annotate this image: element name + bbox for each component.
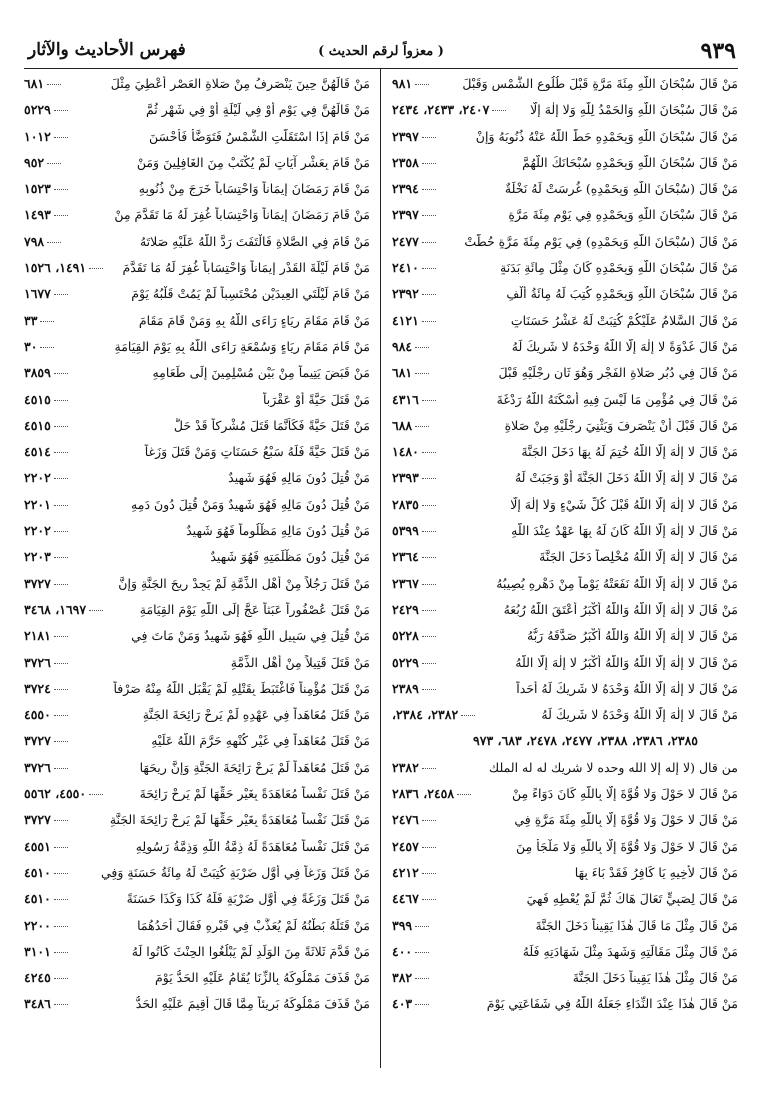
index-entry <box>24 497 370 523</box>
entry-text: مَنْ قَالَ لا حَوْلَ وَلا قُوَّةَ إِلَّا بِاللَّهِ كَانَ دَوَاءً مِنْ <box>512 786 738 802</box>
hadith-number: ٤٥١٤ <box>24 444 51 460</box>
leader-dots <box>54 689 68 690</box>
entry-text: مَنْ قَالَ لا إِلٰهَ إِلَّا اللَّهُ وَاللَّهُ أَكْبَرُ صَدَّقَهُ رَبُّهُ <box>527 628 738 644</box>
entry-text: مَنْ قُتِلَ دُونَ مَالِهِ فَهُوَ شَهِيدٌ وَمَنْ قُتِلَ دُونَ دَمِهِ <box>131 496 370 512</box>
index-entry <box>24 760 370 786</box>
leader-dots <box>422 268 436 269</box>
leader-dots <box>54 715 68 716</box>
hadith-number: ٢٣٦٤ <box>392 549 419 565</box>
leader-dots <box>89 794 103 795</box>
hadith-number: ٢٣٨٢، ٢٣٨٤، <box>392 707 459 723</box>
entry-text: مَنْ قَالَ سُبْحَانَ اللَّهِ مِئَةَ مَرَّةٍ قَبْلَ طُلُوعِ الشَّمْسِ وَقَبْلَ <box>462 76 738 91</box>
hadith-number: ٣٧٢٦ <box>24 654 51 670</box>
entry-text: مَنْ قَتَلَ وَزَغَةً فِي أَوَّلِ ضَرْبَةٍ فَلَهُ كَذَا وَكَذَا حَسَنَةً <box>126 891 370 907</box>
leader-dots <box>47 242 61 243</box>
index-entry <box>24 576 370 602</box>
entry-text: مَنْ قَالَ مِثْلَ هٰذَا يَقِيناً دَخَلَ الجَنَّةَ <box>572 970 738 986</box>
leader-dots <box>461 715 475 716</box>
hadith-number: ١٥٢٣ <box>24 181 51 197</box>
index-entry <box>392 102 738 128</box>
hadith-number: ٩٨١ <box>392 76 413 91</box>
leader-dots <box>415 1004 429 1005</box>
hadith-number: ٢٣٥٨ <box>392 154 419 170</box>
hadith-number: ٤٢١٢ <box>392 864 419 880</box>
hadith-number: ٤٢٤٥ <box>24 970 51 986</box>
hadith-number: ٢٤٥٨، ٢٨٣٦ <box>392 786 455 802</box>
leader-dots <box>415 426 429 427</box>
leader-dots <box>415 978 429 979</box>
leader-dots <box>47 84 61 85</box>
page <box>24 34 738 1074</box>
hadith-number: ٢٣٩٤ <box>392 181 419 197</box>
index-entry <box>24 655 370 681</box>
leader-dots <box>54 215 68 216</box>
index-entry <box>392 365 738 391</box>
hadith-number: ٣٣ <box>24 312 38 328</box>
index-entry <box>392 655 738 681</box>
entry-text: مَنْ قَتَلَ حَيَّةً فَكَأَنَّمَا قَتَلَ مُشْرِكاً قَدْ حَلَّ <box>173 417 370 433</box>
index-entry <box>24 812 370 838</box>
index-entry <box>24 549 370 575</box>
header-title: فهرس الأحاديث والآثار <box>28 40 186 60</box>
index-entry <box>24 839 370 865</box>
leader-dots <box>422 294 436 295</box>
entry-text: مَنْ قَالَ لا حَوْلَ وَلا قُوَّةَ إِلَّا بِاللَّهِ مِئَةَ مَرَّةٍ فِي <box>514 812 738 828</box>
hadith-number: ٣٨٥٩ <box>24 365 51 381</box>
index-entry <box>392 497 738 523</box>
entry-text: مَنْ قَتَلَ نَفْساً مُعَاهَدَةً بِغَيْرِ حَقِّهَا لَمْ يَرِحْ رَائِحَةَ الجَنَّةِ <box>109 812 370 828</box>
index-entry <box>392 891 738 917</box>
entry-text: مَنْ قَالَ سُبْحَانَ اللَّهِ وَبِحَمْدِهِ فِي يَوْمٍ مِئَةَ مَرَّةٍ <box>508 207 738 223</box>
entry-text: مَنْ قَالَ هٰذَا عِنْدَ النِّدَاءِ جَعَلَهُ اللَّهُ فِي شَفَاعَتِي يَوْمَ <box>486 996 738 1012</box>
leader-dots <box>422 847 436 848</box>
entry-text: مَنْ قَالَ لا إِلٰهَ إِلَّا اللَّهُ كَانَ لَهُ بِهَا عَهْدٌ عِنْدَ اللَّهِ <box>511 523 738 539</box>
hadith-number: ٥٢٢٨ <box>392 628 419 644</box>
hadith-number: ٣٧٢٧ <box>24 575 51 591</box>
leader-dots <box>415 926 429 927</box>
index-entry <box>392 234 738 260</box>
entry-text: مَنْ قَتَلَ نَفْساً مُعَاهَدَةً بِغَيْرِ حَقِّهَا لَمْ يَرِحْ رَائِحَةَ <box>139 786 370 802</box>
index-entry <box>24 155 370 181</box>
leader-dots <box>54 137 68 138</box>
index-entry <box>392 996 738 1022</box>
hadith-number: ٤٥١٥ <box>24 417 51 433</box>
leader-dots <box>54 584 68 585</box>
index-entry <box>392 786 738 812</box>
entry-text: مَنْ قَالَ فِي مُؤْمِنٍ مَا لَيْسَ فِيهِ أَسْكَنَهُ اللَّهُ رَدْغَةَ <box>496 391 738 407</box>
index-entry <box>24 260 370 286</box>
leader-dots <box>422 137 436 138</box>
entry-text: مَنْ قَتَلَ حَيَّةً أَوْ عَقْرَباً <box>263 391 370 407</box>
entry-text: مَنْ قَالَ (سُبْحَانَ اللَّهِ وَبِحَمْدِهِ) فِي يَوْمٍ مِئَةَ مَرَّةٍ حُطَّتْ <box>464 233 738 249</box>
index-entry <box>392 76 738 102</box>
index-entry <box>392 418 738 444</box>
leader-dots <box>422 584 436 585</box>
leader-dots <box>422 873 436 874</box>
index-entry <box>392 155 738 181</box>
entry-text: مَنْ قَالَ سُبْحَانَ اللَّهِ وَبِحَمْدِهِ سُبْحَانَكَ اللَّهُمَّ <box>522 154 738 170</box>
entry-text: مَنْ قَتَلَ رَجُلاً مِنْ أَهْلِ الذِّمَّةِ لَمْ يَجِدْ رِيحَ الجَنَّةِ وَإِنَّ <box>118 575 370 591</box>
hadith-number: ٤٥١٥ <box>24 391 51 407</box>
index-entry <box>392 181 738 207</box>
leader-dots <box>422 163 436 164</box>
entry-text: مَنْ قَالَ (سُبْحَانَ اللَّهِ وَبِحَمْدِهِ) غُرِسَتْ لَهُ نَخْلَةٌ <box>504 181 738 197</box>
leader-dots <box>54 1004 68 1005</box>
entry-text: مَنْ قَالَ سُبْحَانَ اللَّهِ وَبِحَمْدِهِ كَانَ مِثْلَ مِائَةِ بَدَنَةٍ <box>500 260 738 276</box>
leader-dots <box>40 347 54 348</box>
leader-dots <box>422 610 436 611</box>
hadith-number: ٩٥٢ <box>24 154 45 170</box>
index-entry <box>24 129 370 155</box>
leader-dots <box>422 557 436 558</box>
entry-text: مَنْ قَالَ لا حَوْلَ وَلا قُوَّةَ إِلَّا بِاللَّهِ وَلا مَلْجَأَ مِنَ <box>516 838 738 854</box>
leader-dots <box>54 899 68 900</box>
hadith-number: ١٠١٢ <box>24 128 51 144</box>
leader-dots <box>415 84 429 85</box>
leader-dots <box>422 636 436 637</box>
index-entry <box>24 996 370 1022</box>
column-divider <box>380 68 381 1068</box>
leader-dots <box>89 610 103 611</box>
leader-dots <box>54 820 68 821</box>
entry-text: مَنْ قَالَ لا إِلٰهَ إِلَّا اللَّهُ مُخْلِصاً دَخَلَ الجَنَّةَ <box>539 549 738 565</box>
hadith-number: ١٦٧٧ <box>24 286 51 302</box>
hadith-number: ٤٥١٠ <box>24 864 51 880</box>
entry-text: مَنْ قُتِلَ دُونَ مَالِهِ مَظْلُوماً فَهُوَ شَهِيدٌ <box>186 523 370 539</box>
entry-text: مَنْ قَبَضَ يَتِيماً مِنْ بَيْنِ مُسْلِمِينَ إِلَى طَعَامِهِ <box>152 365 370 381</box>
entry-text: مَنْ قَالَهُنَّ فِي يَوْمٍ أَوْ فِي لَيْلَةٍ أَوْ فِي شَهْرٍ ثُمَّ <box>145 102 370 118</box>
hadith-number: ٣٧٢٧ <box>24 812 51 828</box>
index-entry <box>392 707 738 733</box>
leader-dots <box>54 926 68 927</box>
hadith-number: ٦٨٨ <box>392 417 413 433</box>
left-column <box>24 76 370 1023</box>
index-entry <box>392 444 738 470</box>
entry-text: مَنْ قَامَ بِعَشْرِ آيَاتٍ لَمْ يُكْتَبْ مِنَ الغَافِلِينَ وَمَنْ <box>136 154 370 170</box>
leader-dots <box>422 899 436 900</box>
hadith-number: ٥٢٢٩ <box>24 102 51 118</box>
leader-dots <box>422 689 436 690</box>
entry-text: مَنْ قَذَفَ مَمْلُوكَهُ بِالزِّنَا يُقَامُ عَلَيْهِ الحَدُّ يَوْمَ <box>155 970 370 986</box>
index-entry <box>24 891 370 917</box>
index-entry <box>24 234 370 260</box>
leader-dots <box>54 741 68 742</box>
index-entry <box>392 549 738 575</box>
leader-dots <box>54 505 68 506</box>
index-entry-continuation: ٢٣٨٥، ٢٣٨٦، ٢٣٨٨، ٢٤٧٧، ٢٤٧٨، ٦٨٣، ٩٧٣ <box>473 733 698 749</box>
entry-text: مَنْ قَامَ إِذَا اسْتَقَلَّتِ الشَّمْسُ فَتَوَضَّأَ فَأَحْسَنَ <box>149 128 370 144</box>
hadith-number: ٢٢٠١ <box>24 496 51 512</box>
leader-dots <box>54 110 68 111</box>
hadith-number: ٢٤٠٧، ٢٤٣٣، ٢٤٣٤ <box>392 102 490 118</box>
entry-text: مَنْ قَالَ مِثْلَ مَقَالَتِهِ وَشَهِدَ مِثْلَ شَهَادَتِهِ فَلَهُ <box>522 943 738 959</box>
hadith-number: ٤٤٦٧ <box>392 891 419 907</box>
index-entry <box>24 681 370 707</box>
index-entry <box>392 944 738 970</box>
index-entry <box>24 76 370 102</box>
index-entry <box>24 970 370 996</box>
leader-dots <box>54 873 68 874</box>
leader-dots <box>422 768 436 769</box>
leader-dots <box>54 373 68 374</box>
hadith-number: ٣٧٢٧ <box>24 733 51 749</box>
index-entry <box>392 470 738 496</box>
hadith-number: ٣٧٢٤ <box>24 680 51 696</box>
hadith-number: ٢٢٠٠ <box>24 917 51 933</box>
hadith-number: ٤٥٥٠، ٥٥٦٢ <box>24 786 87 802</box>
leader-dots <box>422 189 436 190</box>
entry-text: مَنْ قَامَ لَيْلَتَيِ العِيدَيْنِ مُحْتَسِباً لَمْ يَمُتْ قَلْبُهُ يَوْمَ <box>131 286 370 302</box>
hadith-number: ٣٩٩ <box>392 917 413 933</box>
index-entry <box>24 207 370 233</box>
hadith-number: ٣١٠١ <box>24 943 51 959</box>
entry-text: مَنْ قَالَ لا إِلٰهَ إِلَّا اللَّهُ خُتِمَ لَهُ بِهَا دَخَلَ الجَنَّةَ <box>521 444 738 460</box>
index-entry <box>392 286 738 312</box>
hadith-number: ٣٧٢٦ <box>24 759 51 775</box>
index-entry <box>24 102 370 128</box>
index-entry <box>24 418 370 444</box>
leader-dots <box>422 215 436 216</box>
index-entry <box>392 207 738 233</box>
entry-text: مَنْ قَامَ مَقَامَ رِيَاءٍ وَسُمْعَةٍ رَاءَى اللَّهُ بِهِ يَوْمَ القِيَامَةِ <box>114 338 370 354</box>
entry-text: مَنْ قَالَ لا إِلٰهَ إِلَّا اللَّهُ دَخَلَ الجَنَّةَ أَوْ وَجَبَتْ لَهُ <box>514 470 738 486</box>
entry-text: مَنْ قَالَ لأَخِيهِ يَا كَافِرُ فَقَدْ بَاءَ بِهَا <box>574 864 738 880</box>
header-subtitle: ( معزواً لرقم الحديث ) <box>318 44 444 59</box>
leader-dots <box>54 768 68 769</box>
entry-text: مَنْ قَتَلَ حَيَّةً فَلَهُ سَبْعُ حَسَنَاتٍ وَمَنْ قَتَلَ وَزَغاً <box>144 444 370 460</box>
index-entry <box>24 444 370 470</box>
index-entry <box>392 339 738 365</box>
hadith-number: ٤٣١٦ <box>392 391 419 407</box>
entry-text: مَنْ قَتَلَهُ بَطْنُهُ لَمْ يُعَذَّبْ فِي قَبْرِهِ فَقَالَ أَحَدُهُمَا <box>137 917 370 933</box>
entry-text: مَنْ قَدَّمَ ثَلاثَةً مِنَ الوَلَدِ لَمْ يَبْلُغُوا الحِنْثَ كَانُوا لَهُ <box>131 943 370 959</box>
hadith-number: ٢٤٢٩ <box>392 601 419 617</box>
hadith-number: ٢٣٦٧ <box>392 575 419 591</box>
leader-dots <box>422 478 436 479</box>
hadith-number: ٣٤٨٦ <box>24 996 51 1012</box>
entry-text: مَنْ قَالَ قَبْلَ أَنْ يَنْصَرِفَ وَيَثْنِيَ رِجْلَيْهِ مِنْ صَلاةِ <box>504 417 738 433</box>
entry-text: مَنْ قَالَ سُبْحَانَ اللَّهِ وَبِحَمْدِهِ كُتِبَ لَهُ مِائَةُ أَلْفِ <box>506 286 738 302</box>
hadith-number: ٢٣٩٣ <box>392 470 419 486</box>
leader-dots <box>422 400 436 401</box>
leader-dots <box>422 663 436 664</box>
leader-dots <box>54 847 68 848</box>
entry-text: مَنْ قَالَ سُبْحَانَ اللَّهِ وَبِحَمْدِهِ حَطَّ اللَّهُ عَنْهُ ذُنُوبَهُ وَإِنْ <box>475 128 738 144</box>
entry-text: مَنْ قَالَهُنَّ حِينَ يَنْصَرِفُ مِنْ صَلاةِ العَصْرِ أُعْطِيَ مِثْلَ <box>110 76 370 91</box>
hadith-number: ٤٥٥١ <box>24 838 51 854</box>
leader-dots <box>415 347 429 348</box>
hadith-number: ٦٨١ <box>24 76 45 91</box>
leader-dots <box>54 426 68 427</box>
page-number: ٩٣٩ <box>700 38 736 64</box>
index-entry <box>392 129 738 155</box>
entry-text: مَنْ قَتَلَ مُعَاهَداً لَمْ يَرِحْ رَائِحَةَ الجَنَّةِ وَإِنَّ رِيحَهَا <box>139 759 370 775</box>
hadith-number: ٩٨٤ <box>392 338 413 354</box>
entry-text: مَنْ قَتَلَ مُعَاهَداً فِي غَيْرِ كُنْهِهِ حَرَّمَ اللَّهُ عَلَيْهِ <box>151 733 370 749</box>
entry-text: مَنْ قَالَ لِصَبِيٍّ تَعَالَ هَاكَ ثُمَّ لَمْ يُعْطِهِ فَهِيَ <box>526 891 738 907</box>
hadith-number: ٢٤١٠ <box>392 260 419 276</box>
index-entry <box>24 286 370 312</box>
index-entry <box>24 339 370 365</box>
entry-text: مَنْ قَامَ مَقَامَ رِيَاءٍ رَاءَى اللَّهُ بِهِ وَمَنْ قَامَ مَقَامَ <box>138 312 370 328</box>
entry-text: مَنْ قَالَ سُبْحَانَ اللَّهِ وَالحَمْدُ لِلَّهِ وَلا إِلٰهَ إِلَّا <box>530 102 738 118</box>
index-entry <box>392 576 738 602</box>
leader-dots <box>54 952 68 953</box>
hadith-number: ١٤٩١، ١٥٢٦ <box>24 260 87 276</box>
hadith-number: ٢٣٨٩ <box>392 680 419 696</box>
leader-dots <box>422 321 436 322</box>
entry-text: مَنْ قَتَلَ نَفْساً مُعَاهَدَةً لَهُ ذِمَّةُ اللَّهِ وَذِمَّةُ رَسُولِهِ <box>135 838 370 854</box>
entry-text: مَنْ قَالَ لا إِلٰهَ إِلَّا اللَّهُ وَحْدَهُ لا شَرِيكَ لَهُ أَحَداً <box>516 680 738 696</box>
hadith-number: ٢٨٣٥ <box>392 496 419 512</box>
index-entry <box>392 628 738 654</box>
entry-text: مَنْ قَالَ لا إِلٰهَ إِلَّا اللَّهُ وَاللَّهُ أَكْبَرُ لا إِلٰهَ إِلَّا اللَّهُ <box>515 654 738 670</box>
entry-text: مَنْ قَامَ فِي الصَّلاةِ فَالْتَفَتَ رَدَّ اللَّهُ عَلَيْهِ صَلاتَهُ <box>139 233 370 249</box>
hadith-number: ٥٣٩٩ <box>392 523 419 539</box>
entry-text: مَنْ قَامَ لَيْلَةَ القَدْرِ إِيمَاناً وَاحْتِسَاباً غُفِرَ لَهُ مَا تَقَدَّمَ <box>122 260 370 276</box>
index-entry <box>24 628 370 654</box>
entry-text: مَنْ قَامَ رَمَضَانَ إِيمَاناً وَاحْتِسَاباً غُفِرَ لَهُ مَا تَقَدَّمَ مِنْ <box>114 207 370 223</box>
entry-text: مَنْ قَذَفَ مَمْلُوكَهُ بَرِيئاً مِمَّا قَالَ أُقِيمَ عَلَيْهِ الحَدُّ <box>135 996 370 1012</box>
hadith-number: ٢٤٧٦ <box>392 812 419 828</box>
index-entry <box>24 786 370 812</box>
index-entry <box>24 602 370 628</box>
entry-text: مَنْ قَامَ رَمَضَانَ إِيمَاناً وَاحْتِسَاباً خَرَجَ مِنْ ذُنُوبِهِ <box>138 181 370 197</box>
hadith-number: ٦٨١ <box>392 365 413 381</box>
leader-dots <box>54 978 68 979</box>
hadith-number: ٤٥٥٠ <box>24 707 51 723</box>
index-entry <box>24 470 370 496</box>
hadith-number: ٤١٢١ <box>392 312 419 328</box>
leader-dots <box>415 952 429 953</box>
leader-dots <box>415 373 429 374</box>
leader-dots <box>54 189 68 190</box>
leader-dots <box>422 531 436 532</box>
right-column <box>392 76 738 1023</box>
hadith-number: ٢٢٠٢ <box>24 523 51 539</box>
hadith-number: ٢٣٨٢ <box>392 759 419 775</box>
hadith-number: ٢٢٠٢ <box>24 470 51 486</box>
hadith-number: ٥٢٢٩ <box>392 654 419 670</box>
entry-text: مَنْ قَتَلَ وَزَغاً فِي أَوَّلِ ضَرْبَةٍ كُتِبَتْ لَهُ مِائَةُ حَسَنَةٍ وَفِي <box>100 864 370 880</box>
leader-dots <box>47 163 61 164</box>
index-entry <box>24 944 370 970</box>
leader-dots <box>422 820 436 821</box>
leader-dots <box>54 478 68 479</box>
leader-dots <box>89 268 103 269</box>
entry-text: مَنْ قُتِلَ دُونَ مَظْلَمَتِهِ فَهُوَ شَهِيدٌ <box>210 549 370 565</box>
hadith-number: ٢٣٩٧ <box>392 207 419 223</box>
hadith-number: ١٤٨٠ <box>392 444 419 460</box>
leader-dots <box>54 400 68 401</box>
entry-text: مَنْ قَتَلَ قَتِيلاً مِنْ أَهْلِ الذِّمَّةِ <box>230 654 370 670</box>
hadith-number: ٣٨٢ <box>392 970 413 986</box>
index-entry <box>392 760 738 786</box>
hadith-number: ٢١٨١ <box>24 628 51 644</box>
entry-text: مَنْ قَتَلَ مُؤْمِناً فَاغْتَبَطَ بِقَتْلِهِ لَمْ يَقْبَلِ اللَّهُ مِنْهُ صَرْفاً <box>113 680 370 696</box>
entry-text: من قال (لا إله إلا الله وحده لا شريك له له الملك <box>488 759 738 775</box>
leader-dots <box>54 636 68 637</box>
index-entry <box>392 681 738 707</box>
hadith-number: ٢٤٥٧ <box>392 838 419 854</box>
entry-text: مَنْ قَتَلَ عُصْفُوراً عَبَثاً عَجَّ إِلَى اللَّهِ يَوْمَ القِيَامَةِ <box>139 601 370 617</box>
hadith-number: ٣٠ <box>24 338 38 354</box>
index-entry <box>392 260 738 286</box>
entry-text: مَنْ قَالَ غَدْوَةً لا إِلٰهَ إِلَّا اللَّهُ وَحْدَهُ لا شَرِيكَ لَهُ <box>511 338 738 354</box>
running-header <box>24 34 738 68</box>
leader-dots <box>422 505 436 506</box>
index-entry <box>392 865 738 891</box>
index-entry <box>392 313 738 339</box>
leader-dots <box>54 452 68 453</box>
entry-text: مَنْ قَالَ لا إِلٰهَ إِلَّا اللَّهُ نَفَعَتْهُ يَوْماً مِنْ دَهْرِهِ يُصِيبُهُ <box>496 575 738 591</box>
index-entry <box>24 313 370 339</box>
index-entry <box>24 918 370 944</box>
entry-text: مَنْ قَالَ لا إِلٰهَ إِلَّا اللَّهُ قَبْلَ كُلِّ شَيْءٍ وَلا إِلٰهَ إِلَّا <box>510 496 738 512</box>
index-entry <box>392 839 738 865</box>
hadith-number: ٤٠٣ <box>392 996 413 1012</box>
leader-dots <box>457 794 471 795</box>
index-entry <box>24 365 370 391</box>
entry-text: مَنْ قَالَ لا إِلٰهَ إِلَّا اللَّهُ وَحْدَهُ لا شَرِيكَ لَهُ <box>541 707 738 723</box>
hadith-number: ٤٠٠ <box>392 943 413 959</box>
leader-dots <box>54 294 68 295</box>
leader-dots <box>492 110 506 111</box>
index-entry <box>24 707 370 733</box>
entry-text: مَنْ قَالَ مِثْلَ مَا قَالَ هٰذَا يَقِيناً دَخَلَ الجَنَّةَ <box>535 917 738 933</box>
hadith-number: ٢٣٩٧ <box>392 128 419 144</box>
index-entry <box>392 392 738 418</box>
entry-text: مَنْ قَالَ فِي دُبُرِ صَلاةِ الفَجْرِ وَهُوَ ثَانٍ رِجْلَيْهِ قَبْلَ <box>498 365 738 381</box>
leader-dots <box>40 321 54 322</box>
entry-text: مَنْ قَالَ السَّلامُ عَلَيْكُمْ كُتِبَتْ لَهُ عَشْرُ حَسَنَاتٍ <box>510 312 738 328</box>
hadith-number: ٢٤٧٧ <box>392 233 419 249</box>
hadith-number: ١٦٩٧، ٣٤٦٨ <box>24 601 87 617</box>
hadith-number: ٤٥١٠ <box>24 891 51 907</box>
leader-dots <box>422 242 436 243</box>
index-entry <box>24 181 370 207</box>
leader-dots <box>54 531 68 532</box>
entry-text: مَنْ قُتِلَ فِي سَبِيلِ اللَّهِ فَهُوَ شَهِيدٌ وَمَنْ مَاتَ فِي <box>131 628 370 644</box>
hadith-number: ٧٩٨ <box>24 233 45 249</box>
hadith-number: ٢٢٠٣ <box>24 549 51 565</box>
index-entry <box>24 865 370 891</box>
index-entry <box>392 523 738 549</box>
hadith-number: ٢٣٩٢ <box>392 286 419 302</box>
hadith-number: ١٤٩٣ <box>24 207 51 223</box>
leader-dots <box>54 663 68 664</box>
entry-text: مَنْ قَالَ لا إِلٰهَ إِلَّا اللَّهُ وَاللَّهُ أَكْبَرُ أَعْتَقَ اللَّهُ رُبُعَهُ <box>503 601 738 617</box>
index-entry <box>24 733 370 759</box>
index-entry <box>392 970 738 996</box>
index-entry <box>392 918 738 944</box>
index-entry <box>392 812 738 838</box>
index-entry <box>24 392 370 418</box>
entry-text: مَنْ قُتِلَ دُونَ مَالِهِ فَهُوَ شَهِيدٌ <box>228 470 370 486</box>
index-entry <box>24 523 370 549</box>
leader-dots <box>54 557 68 558</box>
leader-dots <box>422 452 436 453</box>
index-entry <box>392 602 738 628</box>
entry-text: مَنْ قَتَلَ مُعَاهَداً فِي عَهْدِهِ لَمْ يَرِحْ رَائِحَةَ الجَنَّةِ <box>142 707 370 723</box>
header-rule <box>24 68 738 69</box>
